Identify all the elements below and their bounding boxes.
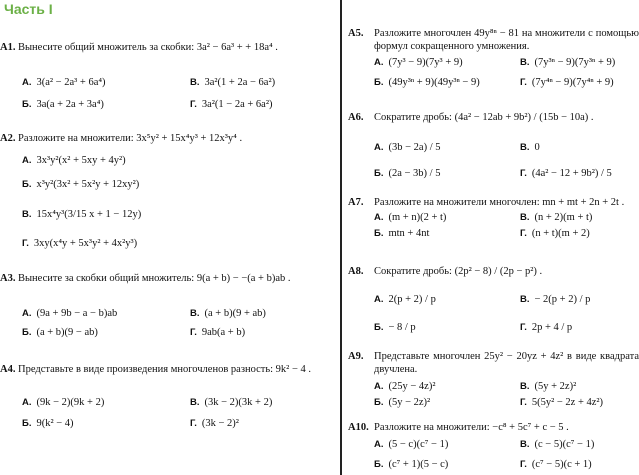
option-g[interactable]: Г. 3xy(x⁴y + 5x³y² + 4x²y³) <box>22 238 138 249</box>
question-number: А1. <box>0 42 16 53</box>
question-a4 <box>0 363 336 376</box>
question-number: А5. <box>348 28 364 39</box>
option-a[interactable]: А. (25y − 4z)² <box>374 381 436 392</box>
question-number: А3. <box>0 273 16 284</box>
question-a1 <box>0 41 336 54</box>
question-text: Сократите дробь: (4a² − 12ab + 9b²) / (15b − 10a) . <box>374 112 594 123</box>
option-v[interactable]: В. (c − 5)(c⁷ − 1) <box>520 439 595 450</box>
option-v[interactable]: В. (5y + 2z)² <box>520 381 577 392</box>
question-text: Разложите на множители многочлен: mn + mt + 2n + 2t . <box>374 197 625 208</box>
question-text: Представьте в виде произведения многочленов разность: 9k² − 4 . <box>18 364 312 375</box>
option-v[interactable]: В. 0 <box>520 142 540 153</box>
option-v[interactable]: В. (a + b)(9 + ab) <box>190 308 266 319</box>
question-a10 <box>348 421 639 434</box>
question-number: А10. <box>348 422 369 433</box>
option-b[interactable]: Б. (5y − 2z)² <box>374 397 431 408</box>
option-v[interactable]: В. (n + 2)(m + t) <box>520 212 593 223</box>
question-text: Разложите многочлен 49y⁸ⁿ − 81 на множители с помощью формул сокращенного умножения. <box>374 28 639 52</box>
section-title: Часть I <box>4 1 53 17</box>
question-text: Вынесите за скобки общий множитель: 9(a + b) − −(a + b)ab . <box>18 273 291 284</box>
option-g[interactable]: Г. (4a² − 12 + 9b²) / 5 <box>520 168 612 179</box>
question-a7 <box>348 196 639 209</box>
question-a3 <box>0 272 336 285</box>
option-b[interactable]: Б. (2a − 3b) / 5 <box>374 168 441 179</box>
option-g[interactable]: Г. 3a²(1 − 2a + 6a²) <box>190 99 273 110</box>
question-text: Вынесите общий множитель за скобки: 3a² − 6a³ + + 18a⁴ . <box>18 42 278 53</box>
option-v[interactable]: В. − 2(p + 2) / p <box>520 294 591 305</box>
question-number: А6. <box>348 112 364 123</box>
option-b[interactable]: Б. (c⁷ + 1)(5 − c) <box>374 459 449 470</box>
option-v[interactable]: В. (7y³ⁿ − 9)(7y³ⁿ + 9) <box>520 57 616 68</box>
option-v[interactable]: В. 15x⁴y³(3/15 x + 1 − 12y) <box>22 209 142 220</box>
option-b[interactable]: Б. 9(k² − 4) <box>22 418 74 429</box>
option-a[interactable]: А. 3(a² − 2a³ + 6a⁴) <box>22 77 106 88</box>
option-a[interactable]: А. 3x³y²(x² + 5xy + 4y²) <box>22 155 126 166</box>
option-b[interactable]: Б. (a + b)(9 − ab) <box>22 327 98 338</box>
option-a[interactable]: А. (m + n)(2 + t) <box>374 212 447 223</box>
option-a[interactable]: А. (3b − 2a) / 5 <box>374 142 441 153</box>
option-a[interactable]: А. (9k − 2)(9k + 2) <box>22 397 105 408</box>
option-b[interactable]: Б. x³y²(3x² + 5x²y + 12xy²) <box>22 179 140 190</box>
question-a9 <box>348 350 639 376</box>
question-text: Разложите на множители: −c⁸ + 5c⁷ + c − 5 . <box>374 422 569 433</box>
question-number: А9. <box>348 351 364 362</box>
option-a[interactable]: А. (7y³ − 9)(7y³ + 9) <box>374 57 463 68</box>
question-text: Разложите на множители: 3x⁵y² + 15x⁴y³ + 12x³y⁴ . <box>18 133 243 144</box>
option-g[interactable]: Г. (n + t)(m + 2) <box>520 228 590 239</box>
option-g[interactable]: Г. 2p + 4 / p <box>520 322 573 333</box>
option-b[interactable]: Б. mtn + 4nt <box>374 228 430 239</box>
question-number: А4. <box>0 364 16 375</box>
column-divider <box>340 0 342 475</box>
option-a[interactable]: А. (9a + 9b − a − b)ab <box>22 308 118 319</box>
question-text: Представьте многочлен 25y² − 20yz + 4z² в виде квадрата двучлена. <box>374 351 639 375</box>
question-a5 <box>348 27 639 53</box>
option-v[interactable]: В. 3a²(1 + 2a − 6a²) <box>190 77 276 88</box>
option-g[interactable]: Г. (c⁷ − 5)(c + 1) <box>520 459 592 470</box>
option-g[interactable]: Г. (7y⁴ⁿ − 9)(7y⁴ⁿ + 9) <box>520 77 614 88</box>
option-b[interactable]: Б. 3a(a + 2a + 3a⁴) <box>22 99 104 110</box>
question-a6 <box>348 111 639 124</box>
option-b[interactable]: Б. − 8 / p <box>374 322 416 333</box>
option-g[interactable]: Г. (3k − 2)² <box>190 418 239 429</box>
question-number: А2. <box>0 133 16 144</box>
question-number: А7. <box>348 197 364 208</box>
option-b[interactable]: Б. (49y³ⁿ + 9)(49y³ⁿ − 9) <box>374 77 480 88</box>
option-a[interactable]: А. 2(p + 2) / p <box>374 294 436 305</box>
option-g[interactable]: Г. 5(5y² − 2z + 4z²) <box>520 397 604 408</box>
option-v[interactable]: В. (3k − 2)(3k + 2) <box>190 397 273 408</box>
option-a[interactable]: А. (5 − c)(c⁷ − 1) <box>374 439 449 450</box>
question-a2 <box>0 132 336 145</box>
question-number: А8. <box>348 266 364 277</box>
option-g[interactable]: Г. 9ab(a + b) <box>190 327 246 338</box>
question-a8 <box>348 265 639 278</box>
question-text: Сократите дробь: (2p² − 8) / (2p − p²) . <box>374 266 543 277</box>
